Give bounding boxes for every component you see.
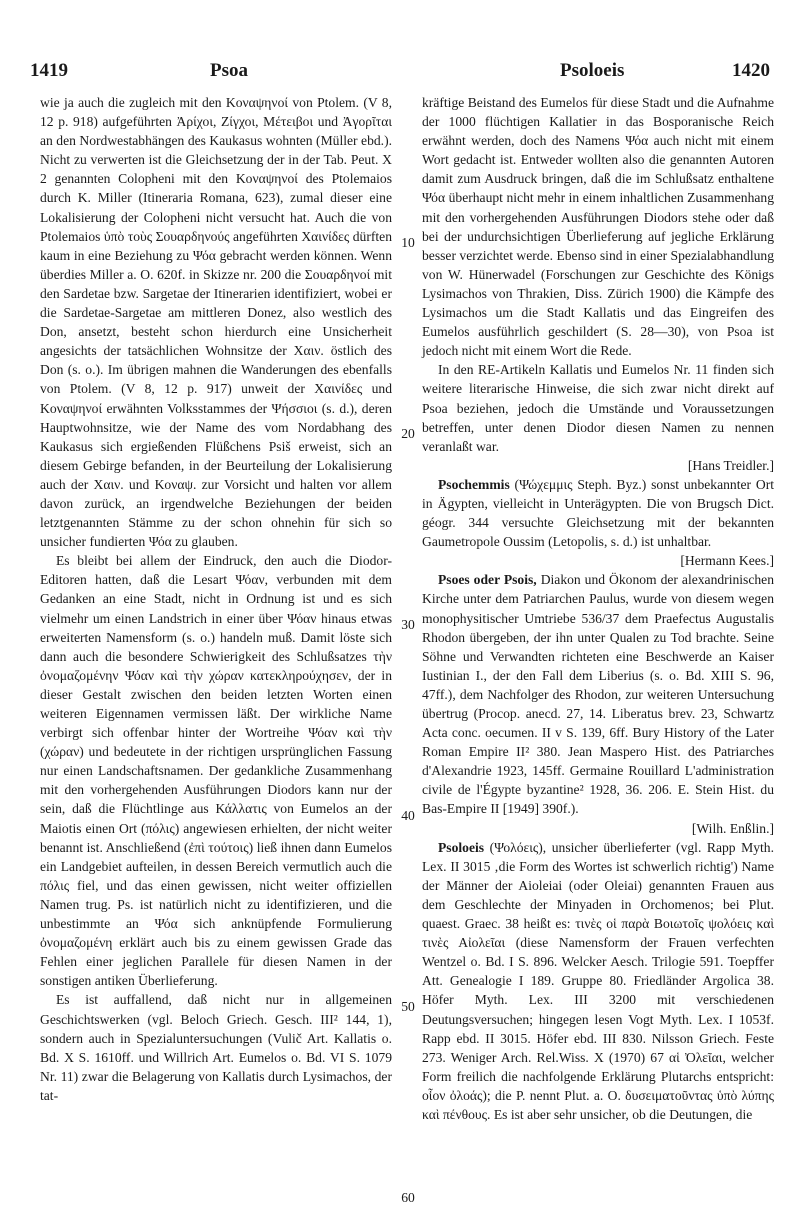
page-header xyxy=(30,60,770,90)
entry-psoes xyxy=(422,570,774,818)
psoes-text: Diakon und Ökonom der alexandrinischen Kirche unter dem Patriarchen Paulus, wurde von diesem wegen monophysitischer Umtriebe 536/37 dem Praefectus Augustalis Rhodon übergeben, der ihn unter Qualen zu Tod brachte. Seine Söhne und Verwandten richteten eine Beschwerde an Kaiser Iustinian I., der den Fall dem Liberius (s. o. Bd. XIII S. 96, 47ff.), dem Nachfolger des Rhodon, zur weiteren Untersuchung übertrug (Procop. anecd. 27, 14. Liberatus brev. 23, Schwartz Acta conc. oecumen. II v S. 139, 6ff. Bury History of the Later Roman Empire II² 380. Jean Maspero Hist. des Patriarches d'Alexandrie 1923, 145ff. Germaine Rouillard L'administration civile de l'Égypte byzantine² 1928, 36. 206. E. Stein Hist. du Bas-Empire II [1949] 390f.). xyxy=(422,572,775,817)
right-paragraph-2: In den RE-Artikeln Kallatis und Eumelos Nr. 11 finden sich weitere literarische Hinweise, die sich zwar nicht direkt auf Psoa beziehen, jedoch die Umstände und Voraussetzungen betreffen, unter denen Diodor diesen Namen zu nennen veranlaßt war. xyxy=(422,362,774,454)
right-column-number: 1420 xyxy=(732,60,770,81)
line-number-40: 40 xyxy=(401,808,415,823)
left-header-word: Psoa xyxy=(210,60,248,81)
left-column xyxy=(40,93,392,1105)
line-number-30: 30 xyxy=(401,617,415,632)
left-paragraph-2: Es bleibt bei allem der Eindruck, den auch die Diodor-Editoren hatten, daß die Lesart Ψόαν, verbunden mit dem Gedanken an eine Stadt, nicht in Ordnung ist und es sich vielmehr um einen Landstrich in einer über Ψόαν hinaus etwas erweiterten Namensform (s. o.) handeln muß. Damit löste sich dann auch die besondere Schwierigkeit des Schlußsatzes τὴν ὀνομαζομένην Ψόαν καὶ τὴν χώραν κατεκληρούχησεν, der in dieser Gestalt zwischen den beiden letzten Worten einen weiteren Eigennamen vermissen läßt. Der wirkliche Name verbirgt sich offenbar hinter der Wortreihe Ψόαν καὶ τὴν (χώραν) und bedeutete in der richtigen ursprünglichen Fassung nur einen Landschaftsnamen. Der gedankliche Zusammenhang mit den vorhergehenden Ausführungen Diodors kann nur der sein, daß die Flüchtlinge aus Κάλλατις von Eumelos an der Maiotis einen Ort (πόλις) angewiesen erhielten, der nicht weiter benannt ist. Anschließend (ἐπὶ τούτοις) ließ ihnen dann Eumelos ein Landgebiet aufteilen, in dessen Bereich vermutlich auch die πόλις fiel, und das einen gewissen, nicht weiter offiziellen Namen trug. Ps. ist natürlich nicht zu identifizieren, und die unbestimmte an Ψόα sich anknüpfende Formulierung ὀνομαζομένη erklärt auch bis zu einem gewissen Grade das Fehlen einer jeglichen Parallele für diesen Namen in der sonstigen antiken Überlieferung. xyxy=(40,553,392,989)
right-header-word: Psoloeis xyxy=(560,60,625,81)
signature-kees: [Hermann Kees.] xyxy=(680,553,774,569)
psoloeis-text: (Ψολόεις), unsicher überlieferter (vgl. Rapp Myth. Lex. II 3015 ‚die Form des Wortes ist schwerlich richtig') Name der Männer der Aioleiai (oder Oleiai) genannten Frauen aus dem Geschlechte der Minyaden in Orchomenos; bei Plut. quaest. Graec. 38 heißt es: τινὲς οἱ παρὰ Βοιωτοῖς ψολόεις καὶ τινὲς Αἰολεῖαι (diese Namensform der Frauen verfechten Wentzel o. Bd. I S. 896. Welcker Aesch. Trilogie 591. Toepffer Att. Genealogie I 189. Gruppe 80. Friedländer Argolica 38. Höfer Myth. Lex. III 3200 mit verschiedenen Deutungsversuchen; hingegen lesen Vogt Myth. Lex. I 1053f. Rapp ebd. II 3015. Höfer ebd. III 830. Nilsson Griech. Feste 273. Weniger Arch. Rel.Wiss. X (1970) 67 αἱ Ὀλεῖαι, welcher Form freilich die nachfolgende Erklärung Plutarchs entspricht: οἷον ὀλοάς); die P. nennt Plut. a. O. δυσειματοῦντας ὑπὸ λύπης καὶ πένθους. Es ist aber sehr unsicher, ob die Deutungen, die xyxy=(422,839,774,1122)
left-paragraph-3: Es ist auffallend, daß nicht nur in allgemeinen Geschichtswerken (vgl. Beloch Griech. Gesch. III² 144, 1), sondern auch in Spezialuntersuchungen (Vulič Art. Kallatis o. Bd. X S. 1610ff. und Willrich Art. Eumelos o. Bd. VI S. 1079 Nr. 11) zwar die Belagerung von Kallatis durch Lysimachos, der tat- xyxy=(40,992,392,1103)
psochemmis-text: (Ψώχεμμις Steph. Byz.) sonst unbekannter Ort in Ägypten, vielleicht in Unterägypten. Die von Brugsch Dict. géogr. 344 versuchte Gleichsetzung mit der bekannten Gaumetropole Oussim (Letopolis, s. d.) ist unhaltbar. xyxy=(422,476,774,550)
left-column-number: 1419 xyxy=(30,60,68,81)
signature-treidler: [Hans Treidler.] xyxy=(687,457,774,473)
line-number-50: 50 xyxy=(401,999,415,1014)
lemma-psochemmis: Psochemmis xyxy=(438,476,510,492)
right-column xyxy=(422,93,774,1124)
entry-psoloeis xyxy=(422,838,774,1124)
lemma-psoloeis: Psoloeis xyxy=(438,839,485,855)
line-number-20: 20 xyxy=(401,426,415,441)
right-paragraph-1: kräftige Beistand des Eumelos für diese Stadt und die Aufnahme der 1000 flüchtigen Kallatier in das Bosporanische Reich erwähnt werden, doch des Namens Ψόα auch nicht mit einem Wort gedacht ist. Entweder wollten also die genannten Autoren damit zum Ausdruck bringen, daß die im Schlußsatz enthaltene Ψόα überhaupt nicht mehr in einem inhaltlichen Zusammenhang mit den vorhergehenden Ausführungen Diodors stehe oder daß bei der undurchsichtigen Überlieferung auf jegliche Erklärung besser verzichtet werde. Ebenso sind in einer Spezialabhandlung von W. Hünerwadel (Forschungen zur Geschichte des Königs Lysimachos von Thrakien, Diss. Zürich 1900) die Kämpfe des Lysimachos um die Stadt Kallatis und das Eingreifen des Eumelos ausführlich geschildert (S. 28—30), von Psoa ist jedoch nicht mit einem Wort die Rede. xyxy=(422,95,774,359)
line-number-10: 10 xyxy=(401,235,415,250)
signature-ensslin: [Wilh. Enßlin.] xyxy=(691,820,774,836)
lemma-psoes: Psoes oder Psois, xyxy=(438,572,537,588)
entry-psochemmis xyxy=(422,475,774,551)
left-paragraph-1: wie ja auch die zugleich mit den Κοναψηνοί von Ptolem. (V 8, 12 p. 918) aufgeführten Ἀρίχοι, Ζίγχοι, Μέτειβοι und Ἀγορῖται an den Nordwestabhängen des Kaukasus wohnten (Müller ebd.). Nicht zu verwerten ist die Gleichsetzung der in der Tab. Peut. X 2 genannten Colopheni mit den Κοναψηνοί des Ptolemaios durch K. Miller (Itineraria Romana, 623), zumal dieser eine Lokalisierung der Colopheni nicht versucht hat. Auch die von Ptolemaios ὑπὸ τοὺς Σουαρδηνούς angeführten Χαινίδες dürften kaum in eine Beziehung zu Ψόα gebracht werden können. Wenn überdies Miller a. O. 620f. in Skizze nr. 200 die Σουαρδηνοί mit den Sardetae bzw. Sargetae der Itinerarien identifiziert, wobei er die Sardetae-Sargetae am mittleren Donez, also westlich des Don, ansetzt, besteht schon hierdurch eine Unsicherheit angesichts der tatsächlichen Wohnsitze der Χαιν. östlich des Don (s. o.). Im übrigen mahnen die Wanderungen des ebenfalls von Ptolem. (V 8, 12 p. 917) unweit der Χαινίδες und Κοναψηνοί erwähnten Volksstammes der Ψήσσιοι (s. d.), deren Hauptwohnsitze, wie der Name des vom Nordabhang des Kaukasus sich ergießenden Flüßchens Psiš erweist, sich an diesem Gebirge befanden, in der Beurteilung der Lokalisierung auch der Χαιν. und Κοναψ. zur Vorsicht und halten vor allem davon zurück, an irgendwelche Beziehungen der beiden letztgenannten Stämme zu der schon ohnehin für sich so unsicher fundierten Ψόα zu glauben. xyxy=(40,95,392,550)
line-number-60: 60 xyxy=(401,1190,415,1205)
